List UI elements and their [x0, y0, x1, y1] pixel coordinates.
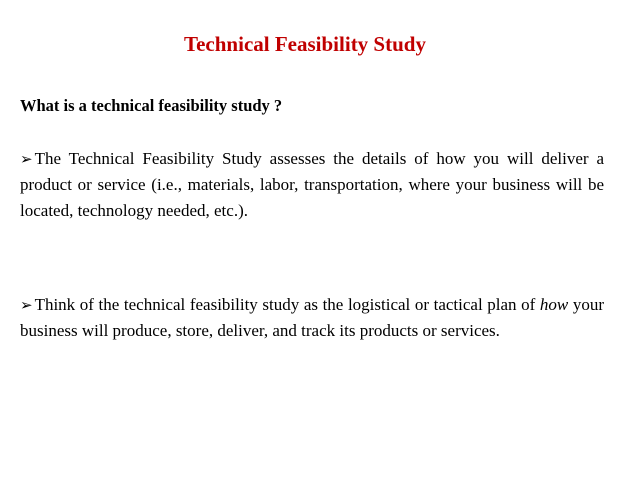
slide-title: Technical Feasibility Study	[184, 32, 426, 56]
paragraph-2	[20, 292, 604, 344]
paragraph-1-text: The Technical Feasibility Study assesses the details of how you will deliver a product or service (i.e., materials, labor, transportation, where your business will be located, technology needed, etc.).	[20, 149, 604, 220]
slide-subtitle: What is a technical feasibility study ?	[20, 96, 283, 115]
paragraph-2-text-before: Think of the technical feasibility study as the logistical or tactical plan of	[34, 295, 540, 314]
paragraph-2-emphasis: how	[539, 295, 569, 314]
arrow-bullet-icon: ➢	[20, 150, 33, 168]
paragraph-1	[20, 146, 604, 224]
paragraph-2-text-after: your business will produce, store, deliver, and track its products or services.	[20, 295, 604, 340]
arrow-bullet-icon: ➢	[20, 296, 33, 314]
